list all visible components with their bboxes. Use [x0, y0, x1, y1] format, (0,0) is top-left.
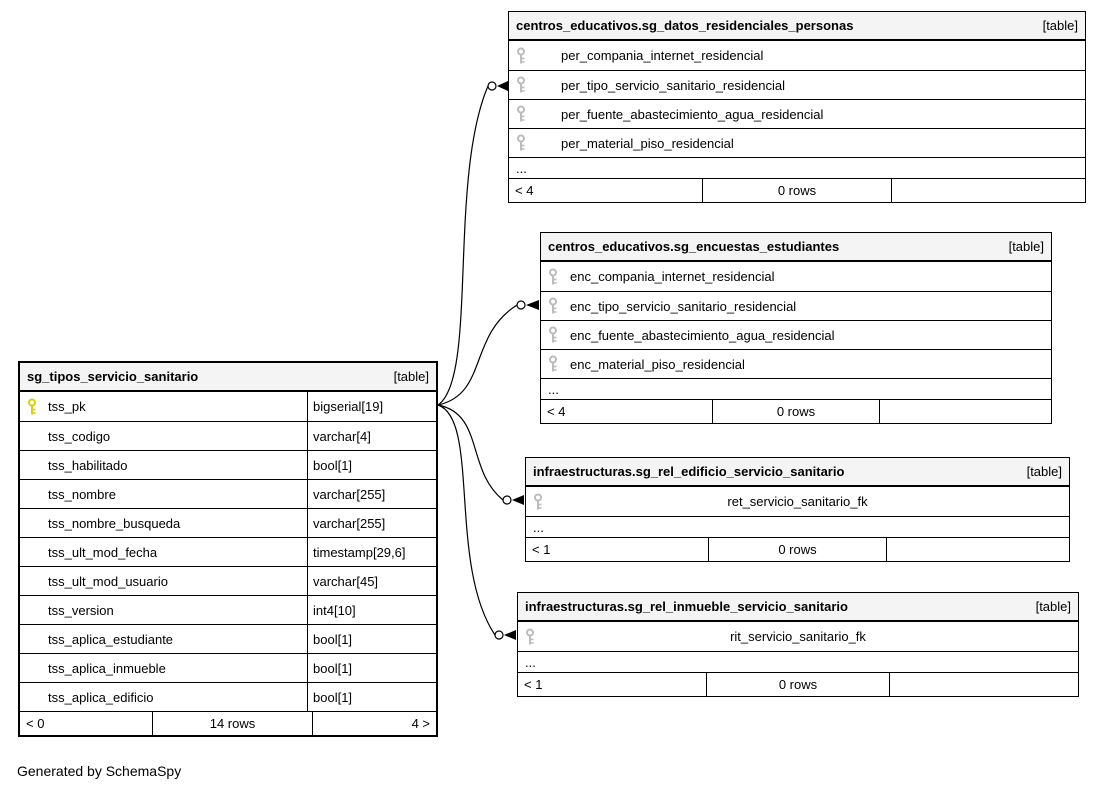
table-footer: [20, 711, 436, 735]
table-title: centros_educativos.sg_datos_residenciales_personas: [516, 18, 854, 33]
row-count: 0 rows: [708, 538, 885, 561]
foreign-key-icon: [548, 268, 558, 285]
primary-key-icon: [27, 398, 37, 415]
column-name-cell: enc_compania_internet_residencial: [570, 269, 775, 284]
children-count: < 1: [532, 542, 551, 557]
arrowhead-icon: [497, 81, 508, 91]
parents-count: 4 >: [312, 712, 436, 735]
foreign-key-icon: [516, 135, 526, 152]
foreign-key-icon: [533, 493, 543, 510]
foreign-key-icon: [516, 47, 526, 64]
table-row: [541, 320, 1051, 349]
more-columns-ellipsis: ...: [518, 651, 1078, 672]
table-row: [541, 262, 1051, 291]
table-header[interactable]: [509, 12, 1085, 41]
arrowhead-icon: [526, 300, 539, 310]
arrowhead-icon: [504, 630, 516, 640]
column-name-cell: enc_tipo_servicio_sanitario_residencial: [570, 298, 797, 314]
table-type-badge: [table]: [1026, 464, 1062, 479]
more-columns-ellipsis: ...: [509, 157, 1085, 178]
parents-count: [886, 538, 1069, 561]
column-type-cell: bool[1]: [307, 654, 436, 682]
column-name-cell: tss_codigo: [48, 428, 111, 444]
children-count: < 1: [524, 677, 543, 692]
table-row: [518, 622, 1078, 651]
table-box-sg-datos-residenciales-personas[interactable]: [508, 11, 1086, 203]
table-row: [20, 421, 436, 450]
cardinality-circle-icon: [488, 82, 496, 90]
relationship-line-rel-inmueble: [438, 405, 495, 635]
column-name-cell: tss_ult_mod_fecha: [48, 544, 158, 560]
table-row: [20, 479, 436, 508]
column-type-cell: bool[1]: [307, 625, 436, 653]
column-type-cell: varchar[255]: [307, 480, 436, 508]
children-count: < 0: [26, 716, 45, 731]
more-columns-ellipsis: ...: [526, 516, 1069, 537]
table-header[interactable]: [541, 233, 1051, 262]
more-columns-ellipsis: ...: [541, 378, 1051, 399]
column-type-cell: bigserial[19]: [307, 392, 436, 421]
foreign-key-icon: [516, 77, 526, 94]
parents-count: [879, 400, 1051, 423]
table-row: [509, 128, 1085, 157]
children-count: < 4: [515, 183, 534, 198]
table-row: [20, 566, 436, 595]
row-count: 14 rows: [152, 712, 312, 735]
table-type-badge: [table]: [1042, 18, 1078, 33]
table-row: [509, 70, 1085, 99]
cardinality-circle-icon: [495, 631, 503, 639]
column-name-cell: tss_nombre: [48, 486, 116, 502]
column-name-cell: tss_habilitado: [48, 457, 128, 473]
table-row: [20, 624, 436, 653]
table-footer: [541, 399, 1051, 423]
row-count: 0 rows: [706, 673, 889, 696]
table-title: infraestructuras.sg_rel_inmueble_servicio_sanitario: [525, 599, 848, 614]
foreign-key-icon: [548, 298, 558, 315]
table-box-sg-encuestas-estudiantes[interactable]: [540, 232, 1052, 424]
table-type-badge: [table]: [1008, 239, 1044, 254]
column-name-cell: ret_servicio_sanitario_fk: [727, 494, 868, 509]
column-name-cell: per_tipo_servicio_sanitario_residencial: [561, 77, 786, 93]
relationship-line-encuestas: [438, 305, 517, 405]
relationship-line-rel-edificio: [438, 405, 503, 500]
table-type-badge: [table]: [393, 369, 429, 384]
table-footer: [526, 537, 1069, 561]
table-header[interactable]: [518, 593, 1078, 622]
table-title: centros_educativos.sg_encuestas_estudiantes: [548, 239, 840, 254]
foreign-key-icon: [525, 628, 535, 645]
parents-count: [891, 179, 1085, 202]
column-name-cell: tss_aplica_estudiante: [48, 631, 174, 647]
arrowhead-icon: [512, 495, 524, 505]
column-name-cell: per_compania_internet_residencial: [561, 48, 764, 63]
table-title: sg_tipos_servicio_sanitario: [27, 369, 199, 384]
table-box-sg-tipos-servicio-sanitario[interactable]: [18, 361, 438, 737]
table-row: [20, 537, 436, 566]
column-name-cell: enc_material_piso_residencial: [570, 356, 745, 372]
column-name-cell: rit_servicio_sanitario_fk: [730, 629, 866, 644]
column-name-cell: tss_pk: [20, 399, 307, 414]
parents-count: [889, 673, 1078, 696]
column-name-cell: tss_version: [48, 602, 114, 618]
foreign-key-icon: [548, 356, 558, 373]
relationship-line-datos-residenciales: [438, 86, 488, 405]
table-row: [541, 291, 1051, 320]
table-row: [20, 392, 436, 421]
generator-note: Generated by SchemaSpy: [17, 763, 182, 779]
column-name-cell: tss_aplica_edificio: [48, 689, 154, 705]
column-name-cell: per_fuente_abastecimiento_agua_residencial: [561, 106, 824, 122]
row-count: 0 rows: [702, 179, 890, 202]
table-row: [509, 41, 1085, 70]
foreign-key-icon: [548, 327, 558, 344]
cardinality-circle-icon: [503, 496, 511, 504]
column-name-cell: tss_nombre_busqueda: [48, 515, 181, 531]
column-type-cell: timestamp[29,6]: [307, 538, 436, 566]
table-row: [20, 595, 436, 624]
column-type-cell: int4[10]: [307, 596, 436, 624]
column-name-cell: tss_aplica_inmueble: [48, 660, 166, 676]
table-box-sg-rel-inmueble-servicio-sanitario[interactable]: [517, 592, 1079, 697]
table-row: [541, 349, 1051, 378]
table-footer: [509, 178, 1085, 202]
column-type-cell: varchar[4]: [307, 422, 436, 450]
cardinality-circle-icon: [517, 301, 525, 309]
table-footer: [518, 672, 1078, 696]
foreign-key-icon: [516, 106, 526, 123]
table-row: [20, 450, 436, 479]
table-header[interactable]: [20, 363, 436, 392]
table-row: [509, 99, 1085, 128]
table-row: [20, 653, 436, 682]
table-header[interactable]: [526, 458, 1069, 487]
table-row: [20, 682, 436, 711]
column-type-cell: varchar[255]: [307, 509, 436, 537]
children-count: < 4: [547, 404, 566, 419]
table-row: [526, 487, 1069, 516]
column-name-cell: per_material_piso_residencial: [561, 135, 734, 151]
column-type-cell: varchar[45]: [307, 567, 436, 595]
column-name-cell: enc_fuente_abastecimiento_agua_residencial: [570, 327, 835, 343]
column-type-cell: bool[1]: [307, 451, 436, 479]
column-type-cell: bool[1]: [307, 683, 436, 711]
table-box-sg-rel-edificio-servicio-sanitario[interactable]: [525, 457, 1070, 562]
row-count: 0 rows: [712, 400, 878, 423]
column-name-cell: tss_ult_mod_usuario: [48, 573, 168, 589]
table-title: infraestructuras.sg_rel_edificio_servicio_sanitario: [533, 464, 845, 479]
table-type-badge: [table]: [1035, 599, 1071, 614]
table-row: [20, 508, 436, 537]
